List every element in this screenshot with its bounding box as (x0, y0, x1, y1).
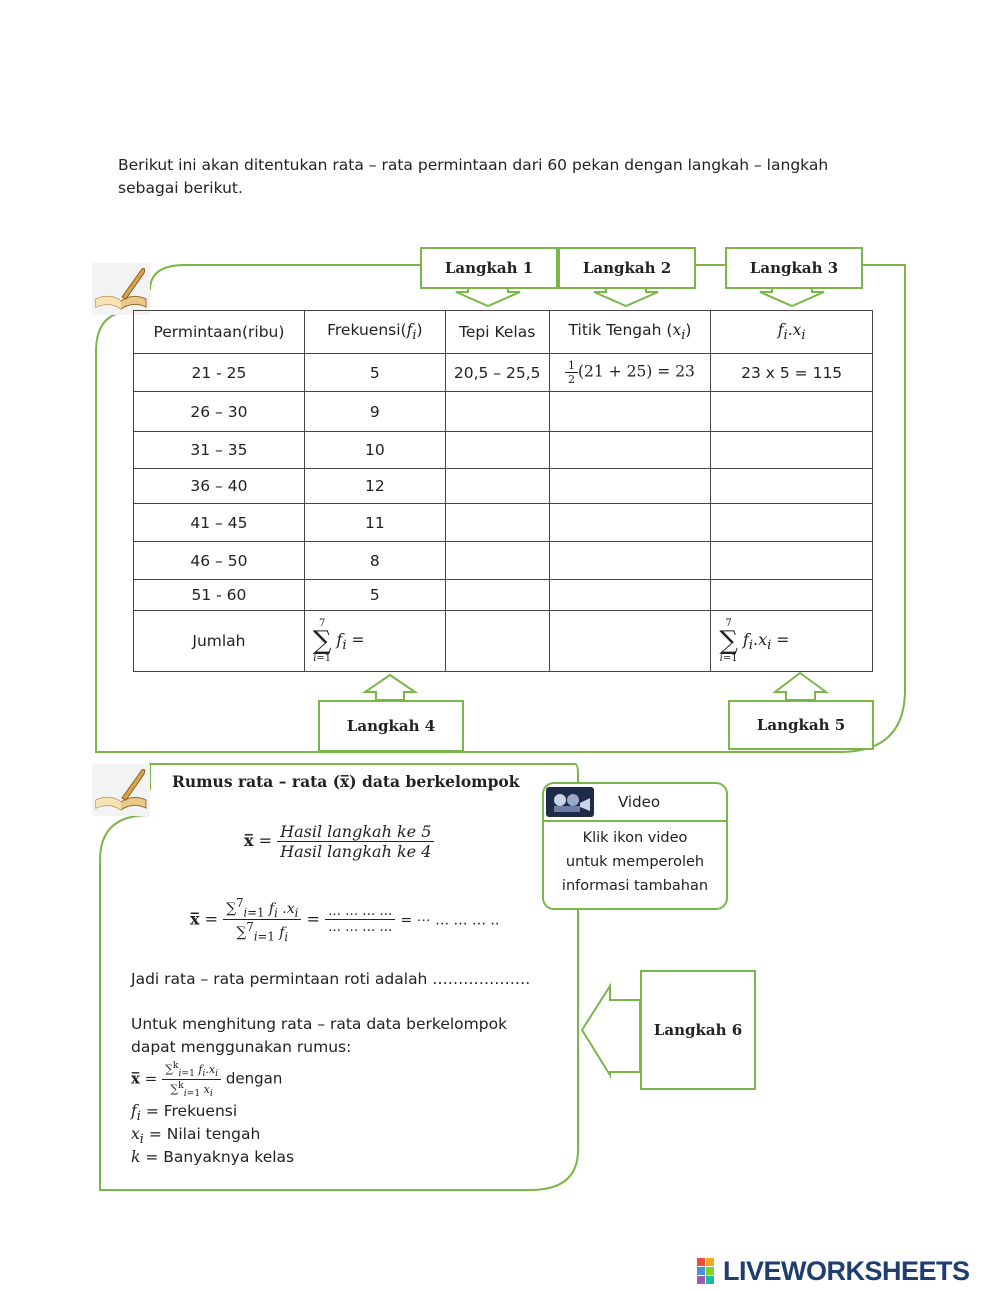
dengan-text: dengan (225, 1069, 283, 1088)
cell-range: 31 – 35 (134, 432, 305, 469)
general-formula: x̅ = $\frac{\sum^k_{i=1} f_i.x_i}{\sum^k_{i=1} x_i}$ dengan (131, 1060, 283, 1099)
video-description (544, 822, 726, 898)
brand-text: LIVEWORKSHEETS (723, 1256, 970, 1286)
def-x-text: = Nilai tengah (148, 1125, 261, 1143)
answer-numerator[interactable]: … … … … (325, 904, 395, 920)
header-frekuensi: $Frekuensi(f_i)$ (304, 311, 445, 354)
table-row (134, 432, 873, 469)
table-row (134, 469, 873, 504)
cell-range: 36 – 40 (134, 469, 305, 504)
cell-tengah-input[interactable] (549, 504, 711, 542)
cell-freq: 12 (304, 469, 445, 504)
formula-title: Rumus rata – rata (x̅) data berkelompok (172, 772, 520, 791)
note-line-2: dapat menggunakan rumus: (131, 1038, 352, 1056)
table-row (134, 354, 873, 392)
formula-mean-sum: x̅ = $\frac{\sum^7_{i=1} f_i .x_i}{\sum^7_{i=1} f_i}$ = $\frac{\dots \dots \dots \dots}{\dots \dots \dots \dots}$ = ⋯ … … … .. (190, 896, 500, 944)
video-panel (542, 782, 728, 910)
video-header (544, 784, 726, 822)
cell-fx-input[interactable] (711, 469, 873, 504)
video-icon[interactable] (546, 787, 594, 817)
header-fx: $f_i.x_i$ (711, 311, 873, 354)
header-permintaan: Permintaan(ribu) (134, 311, 305, 354)
video-line-1: Klik ikon video (582, 830, 688, 846)
cell-tengah: $\frac{1}{2}$ (21 + 25) = 23 (549, 354, 711, 392)
cell-range: 46 – 50 (134, 542, 305, 580)
cell-range: 26 – 30 (134, 392, 305, 432)
cell-range: 51 - 60 (134, 580, 305, 611)
cell-sum-fx[interactable]: 7 ∑ i=1 $f_i.x_i$ = (711, 611, 873, 672)
step-6-box: Langkah 6 (640, 970, 756, 1090)
formula-mean-steps: x̅ = $\frac{\text{Hasil langkah ke 5}}{\text{Hasil langkah ke 4}}$ (244, 822, 434, 861)
cell-sum-freq[interactable]: 7 ∑ i=1 $f_i$ = (304, 611, 445, 672)
step-1-box: Langkah 1 (420, 247, 558, 289)
cell-tepi-input[interactable] (445, 392, 549, 432)
cell-tepi: 20,5 – 25,5 (445, 354, 549, 392)
cell-range: 21 - 25 (134, 354, 305, 392)
cell-tepi-input[interactable] (445, 432, 549, 469)
cell-sum-tepi (445, 611, 549, 672)
cell-tengah-input[interactable] (549, 392, 711, 432)
cell-freq: 11 (304, 504, 445, 542)
intro-text: Berikut ini akan ditentukan rata – rata permintaan dari 60 pekan dengan langkah – langkah sebagai berikut. (118, 156, 829, 197)
step-2-box: Langkah 2 (558, 247, 696, 289)
cell-fx-input[interactable] (711, 542, 873, 580)
cell-fx: 23 x 5 = 115 (711, 354, 873, 392)
cell-tengah-input[interactable] (549, 469, 711, 504)
cell-jumlah: Jumlah (134, 611, 305, 672)
answer-result[interactable]: = ⋯ … … … .. (400, 912, 500, 929)
cell-freq: 10 (304, 432, 445, 469)
book-quill-icon (92, 263, 150, 315)
cell-tepi-input[interactable] (445, 580, 549, 611)
table-row (134, 504, 873, 542)
cell-tengah-input[interactable] (549, 580, 711, 611)
header-titik-tengah: Titik Tengah $(x_i)$ (549, 311, 711, 354)
cell-tengah-input[interactable] (549, 542, 711, 580)
step-4-box: Langkah 4 (318, 700, 464, 752)
header-titik-label: Titik Tengah ( (568, 320, 673, 339)
step-5-box: Langkah 5 (728, 700, 874, 750)
frequency-table (133, 310, 873, 672)
cell-tengah-input[interactable] (549, 432, 711, 469)
cell-range: 41 – 45 (134, 504, 305, 542)
def-k-text: = Banyaknya kelas (145, 1148, 295, 1166)
def-f-text: = Frekuensi (145, 1102, 238, 1120)
cell-tepi-input[interactable] (445, 504, 549, 542)
step-3-box: Langkah 3 (725, 247, 863, 289)
header-x-symbol: x (792, 320, 802, 339)
video-line-3: informasi tambahan (561, 878, 709, 894)
formula-den-steps: Hasil langkah ke 4 (280, 842, 432, 861)
cell-freq: 5 (304, 580, 445, 611)
table-row (134, 542, 873, 580)
table-row (134, 580, 873, 611)
cell-fx-input[interactable] (711, 392, 873, 432)
formula-num-steps: Hasil langkah ke 5 (280, 822, 432, 841)
header-tepi: Tepi Kelas (445, 311, 549, 354)
video-line-2: untuk memperoleh (565, 854, 705, 870)
cell-tepi-input[interactable] (445, 542, 549, 580)
cell-freq: 9 (304, 392, 445, 432)
table-header-row (134, 311, 873, 354)
cell-tengah-text: (21 + 25) = 23 (577, 362, 695, 381)
cell-sum-tengah (549, 611, 711, 672)
cell-fx-input[interactable] (711, 580, 873, 611)
cell-freq: 8 (304, 542, 445, 580)
header-f-symbol: f (777, 320, 784, 339)
def-x: $x_i$ = Nilai tengah (131, 1125, 261, 1148)
video-title: Video (618, 793, 661, 811)
header-frekuensi-label: Frekuensi( (327, 320, 407, 339)
answer-denominator[interactable]: … … … … (327, 920, 393, 936)
table-row (134, 392, 873, 432)
cell-freq: 5 (304, 354, 445, 392)
liveworksheets-logo-icon (697, 1258, 723, 1286)
cell-fx-input[interactable] (711, 504, 873, 542)
def-k: k = Banyaknya kelas (131, 1148, 295, 1166)
table-total-row (134, 611, 873, 672)
cell-fx-input[interactable] (711, 432, 873, 469)
cell-tepi-input[interactable] (445, 469, 549, 504)
book-quill-icon (92, 764, 150, 816)
def-f: $f_i$ = Frekuensi (131, 1102, 238, 1125)
conclusion-text: Jadi rata – rata permintaan roti adalah ………………. (131, 970, 531, 988)
note-line-1: Untuk menghitung rata – rata data berkelompok (131, 1015, 508, 1033)
liveworksheets-logo (697, 1256, 970, 1287)
